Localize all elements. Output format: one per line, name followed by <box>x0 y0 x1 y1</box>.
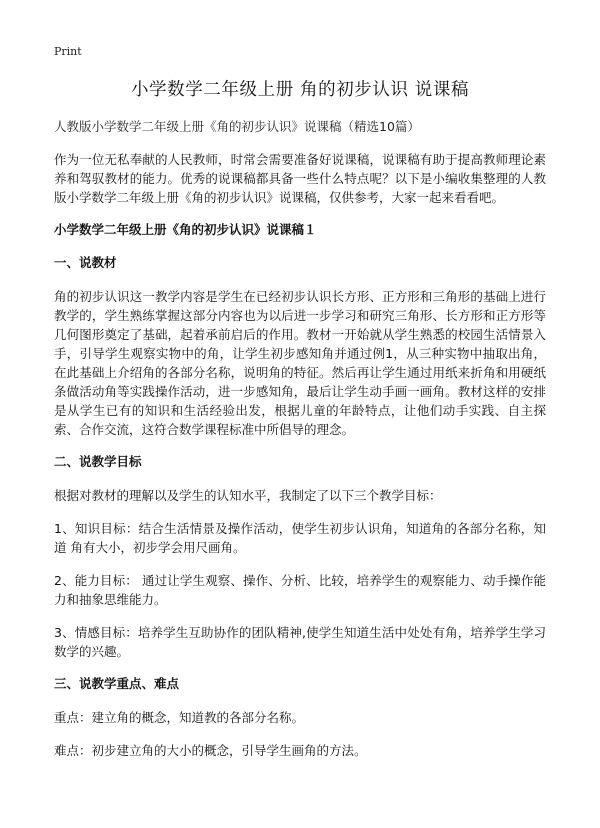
section-paragraph: 1、知识目标：结合生活情景及操作活动，使学生初步认识角，知道角的各部分名称，知道 角有大小，初步学会用尺画角。 <box>54 521 546 555</box>
document-body <box>54 118 546 774</box>
section-paragraph: 重点：建立角的概念，知道教的各部分名称。 <box>54 710 305 725</box>
section-paragraph: 角的初步认识这一教学内容是学生在已经初步认识长方形、正方形和三角形的基础上进行教学的，学生熟练掌握这部分内容也为以后进一步学习和研究三角形、长方形和正方形等几何图形奠定了基础，起着承前启后的作用。教材一开始就从学生熟悉的校园生活情景入手，引导学生观察实物中的角，让学生初步感知角并通过例1，从三种实物中抽取出角，在此基础上介绍角的各部分名称，说明角的特征。然后再让学生通过用纸来折角和用硬纸条做活动角等实践操作活动，进一步感知角，最后让学生动手画一画角。教材这样的安排是从学生已有的知识和生活经验出发，根据儿童的年龄特点，让他们动手实践、自主探索、合作交流，这符合数学课程标准中所倡导的理念。 <box>54 289 546 437</box>
document-subtitle: 人教版小学数学二年级上册《角的初步认识》说课稿（精选10篇） <box>54 119 420 134</box>
intro-paragraph: 作为一位无私奉献的人民教师，时常会需要准备好说课稿，说课稿有助于提高教师理论素养和驾驭教材的能力。优秀的说课稿都具备一些什么特点呢？以下是小编收集整理的人教版小学数学二年级上册《角的初步认识》说课稿，仅供参考，大家一起来看看吧。 <box>54 152 546 205</box>
print-link[interactable]: Print <box>54 45 82 58</box>
section-paragraph: 根据对教材的理解以及学生的认知水平，我制定了以下三个教学目标： <box>54 488 442 503</box>
section-heading-goals: 二、说教学目标 <box>54 454 142 469</box>
section-paragraph: 难点：初步建立角的大小的概念，引导学生画角的方法。 <box>54 743 367 758</box>
section-paragraph: 3、情感目标：培养学生互助协作的团队精神,使学生知道生活中处处有角，培养学生学习数学的兴趣。 <box>54 625 546 659</box>
article-heading: 小学数学二年级上册《角的初步认识》说课稿１ <box>54 222 317 237</box>
page-title: 小学数学二年级上册 角的初步认识 说课稿 <box>130 80 470 100</box>
section-heading-key-points: 三、说教学重点、难点 <box>54 676 180 691</box>
section-paragraph: 2、能力目标： 通过让学生观察、操作、分析、比较，培养学生的观察能力、动手操作能力和抽象思维能力。 <box>54 573 546 607</box>
section-heading-textbook: 一、说教材 <box>54 255 117 270</box>
